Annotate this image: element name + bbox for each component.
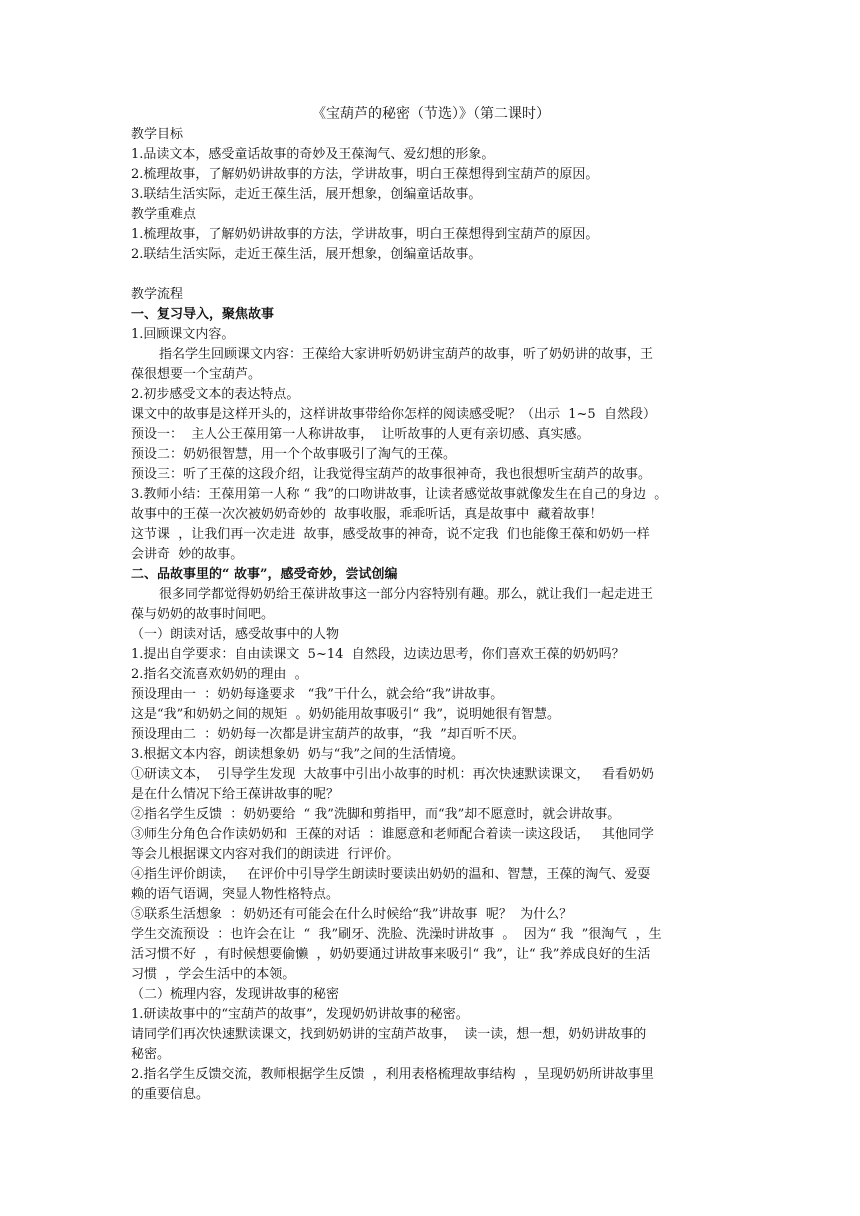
text-line: 3.根据文本内容，朗读想象奶 奶与“我”之间的生活情境。 xyxy=(131,747,464,762)
document-page xyxy=(131,104,731,1105)
section-heading: 二、品故事里的“ 故事”，感受奇妙，尝试创编 xyxy=(131,567,398,582)
document-title: 《宝葫芦的秘密（节选）》（第二课时） xyxy=(312,106,550,122)
text-line: 是在什么情况下给王葆讲故事的呢？ xyxy=(131,787,340,802)
text-line: 2.梳理故事，了解奶奶讲故事的方法，学讲故事，明白王葆想得到宝葫芦的原因。 xyxy=(131,167,599,182)
text-line: 故事中的王葆一次次被奶奶奇妙的 故事收服，乖乖听话，真是故事中 藏着故事！ xyxy=(131,507,603,522)
text-line: 1.回顾课文内容。 xyxy=(131,327,235,342)
text-line: ①研读文本， 引导学生发现 大故事中引出小故事的时机：再次快速默读课文， 看看奶奶 xyxy=(131,767,654,782)
text-line: （二）梳理内容，发现讲故事的秘密 xyxy=(131,987,340,1002)
text-line: 2.联结生活实际，走近王葆生活，展开想象，创编童话故事。 xyxy=(131,247,482,262)
text-line: 请同学们再次快速默读课文，找到奶奶讲的宝葫芦故事， 读一读，想一想，奶奶讲故事的 xyxy=(131,1027,647,1042)
text-line: 这节课 ，让我们再一次走进 故事，感受故事的神奇，说不定我 们也能像王葆和奶奶一样 xyxy=(131,527,650,542)
text-line: 葆很想要一个宝葫芦。 xyxy=(131,367,262,382)
text-line: （一）朗读对话，感受故事中的人物 xyxy=(131,627,340,642)
text-line: 3.教师小结：王葆用第一人称 “ 我”的口吻讲故事，让读者感觉故事就像发生在自己的身边 。 xyxy=(131,487,668,502)
text-line: 1.梳理故事，了解奶奶讲故事的方法，学讲故事，明白王葆想得到宝葫芦的原因。 xyxy=(131,227,599,242)
text-line: 指名学生回顾课文内容：王葆给大家讲听奶奶讲宝葫芦的故事，听了奶奶讲的故事，王 xyxy=(159,347,654,362)
text-line: 预设理由一 ：奶奶每逢要求 “我”干什么，就会给“我”讲故事。 xyxy=(131,687,504,702)
text-line: 1.提出自学要求：自由读课文 5~14 自然段，边读边思考，你们喜欢王葆的奶奶吗？ xyxy=(131,647,625,662)
text-line: 预设三：听了王葆的这段介绍，让我觉得宝葫芦的故事很神奇，我也很想听宝葫芦的故事。 xyxy=(131,467,652,482)
text-line: 很多同学都觉得奶奶给王葆讲故事这一部分内容特别有趣。那么，就让我们一起走进王 xyxy=(159,587,654,602)
text-line: 学生交流预设 ：也许会在让 “ 我”刷牙、洗脸、洗澡时讲故事 。 因为“ 我 ”很淘气 ，生 xyxy=(131,927,662,942)
text-line: 预设理由二 ：奶奶每一次都是讲宝葫芦的故事，“我 ”却百听不厌。 xyxy=(131,727,525,742)
text-line: 活习惯不好 ，有时候想要偷懒 ，奶奶要通过讲故事来吸引“ 我”，让“ 我”养成良好的生活 xyxy=(131,947,651,962)
text-line: 赖的语气语调，突显人物性格特点。 xyxy=(131,887,340,902)
text-line: ⑤联系生活想象 ：奶奶还有可能会在什么时候给“我”讲故事 呢？ 为什么？ xyxy=(131,907,573,922)
text-line: 1.品读文本，感受童话故事的奇妙及王葆淘气、爱幻想的形象。 xyxy=(131,147,495,162)
document-body xyxy=(131,125,731,1105)
text-line: ②指名学生反馈 ：奶奶要给 “ 我”洗脚和剪指甲，而“我”却不愿意时，就会讲故事。 xyxy=(131,807,621,822)
text-line: 教学重难点 xyxy=(131,207,197,222)
text-line: 葆与奶奶的故事时间吧。 xyxy=(131,607,275,622)
text-line: 2.初步感受文本的表达特点。 xyxy=(131,387,300,402)
text-line: 教学目标 xyxy=(131,127,184,142)
section-heading: 一、复习导入，聚焦故事 xyxy=(131,307,275,322)
text-line: 会讲奇 妙的故事。 xyxy=(131,547,244,562)
text-line: 秘密。 xyxy=(131,1047,171,1062)
text-line: 的重要信息。 xyxy=(131,1087,210,1102)
text-line: ③师生分角色合作读奶奶和 王葆的对话 ：谁愿意和老师配合着读一读这段话， 其他同学 xyxy=(131,827,654,842)
text-line: 教学流程 xyxy=(131,287,184,302)
text-line: 3.联结生活实际，走近王葆生活，展开想象，创编童话故事。 xyxy=(131,187,482,202)
blank-line xyxy=(131,265,731,285)
text-line: 这是“我”和奶奶之间的规矩 。奶奶能用故事吸引“ 我”，说明她很有智慧。 xyxy=(131,707,560,722)
text-line: 预设一： 主人公王葆用第一人称讲故事， 让听故事的人更有亲切感、真实感。 xyxy=(131,427,590,442)
text-line: 1.研读故事中的“宝葫芦的故事”，发现奶奶讲故事的秘密。 xyxy=(131,1007,469,1022)
text-line: 习惯 ，学会生活中的本领。 xyxy=(131,967,296,982)
text-line: ④指生评价朗读， 在评价中引导学生朗读时要读出奶奶的温和、智慧，王葆的淘气、爱耍 xyxy=(131,867,651,882)
text-line: 预设二：奶奶很智慧，用一个个故事吸引了淘气的王葆。 xyxy=(131,447,457,462)
text-line: 2.指名交流喜欢奶奶的理由 。 xyxy=(131,667,308,682)
text-line: 2.指名学生反馈交流，教师根据学生反馈 ，利用表格梳理故事结构 ，呈现奶奶所讲故事里 xyxy=(131,1067,654,1082)
text-line: 课文中的故事是这样开头的，这样讲故事带给你怎样的阅读感受呢？（出示 1~5 自然段） xyxy=(131,407,656,422)
text-line: 等会儿根据课文内容对我们的朗读进 行评价。 xyxy=(131,847,400,862)
